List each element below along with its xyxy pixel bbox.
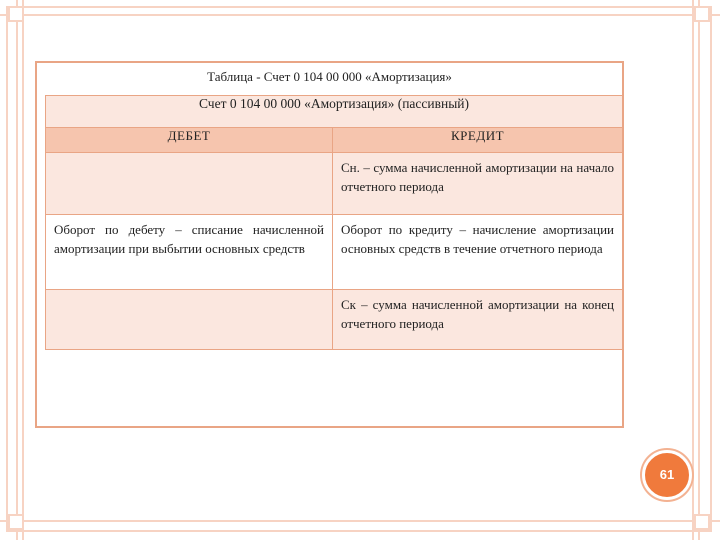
credit-cell bbox=[333, 290, 623, 350]
table-header-row bbox=[46, 128, 623, 153]
table-row bbox=[46, 290, 623, 350]
decorative-line bbox=[0, 14, 720, 16]
credit-cell-text: Ск – сумма начисленной амортизации на конец отчетного периода bbox=[341, 297, 615, 331]
debit-cell-text: Оборот по дебету – списание начисленной амортизации при выбытии основных средств bbox=[54, 222, 324, 256]
decorative-line bbox=[698, 0, 700, 540]
page-number-badge: 61 bbox=[642, 450, 692, 500]
credit-cell bbox=[333, 153, 623, 215]
account-table bbox=[45, 95, 623, 350]
decorative-line bbox=[692, 0, 694, 540]
table-title: Счет 0 104 00 000 «Амортизация» (пассивный) bbox=[46, 96, 623, 128]
credit-cell-text: Оборот по кредиту – начисление амортизации основных средств в течение отчетного периода bbox=[341, 222, 615, 256]
content-frame bbox=[35, 61, 624, 428]
credit-cell-text: Сн. – сумма начисленной амортизации на начало отчетного периода bbox=[341, 160, 615, 194]
decorative-line bbox=[0, 520, 720, 522]
decorative-corner bbox=[694, 514, 710, 530]
debit-cell bbox=[46, 215, 333, 290]
table-row bbox=[46, 153, 623, 215]
credit-cell bbox=[333, 215, 623, 290]
debit-cell-text bbox=[46, 153, 332, 163]
decorative-corner bbox=[694, 6, 710, 22]
table-title-row bbox=[46, 96, 623, 128]
debit-header: ДЕБЕТ bbox=[46, 128, 333, 153]
decorative-corner bbox=[8, 6, 24, 22]
decorative-corner bbox=[8, 514, 24, 530]
credit-header: КРЕДИТ bbox=[333, 128, 623, 153]
debit-cell bbox=[46, 290, 333, 350]
debit-cell-text bbox=[46, 290, 332, 300]
table-caption: Таблица - Счет 0 104 00 000 «Амортизация» bbox=[207, 69, 452, 84]
debit-cell bbox=[46, 153, 333, 215]
decorative-line bbox=[22, 0, 24, 540]
decorative-line bbox=[16, 0, 18, 540]
table-row bbox=[46, 215, 623, 290]
